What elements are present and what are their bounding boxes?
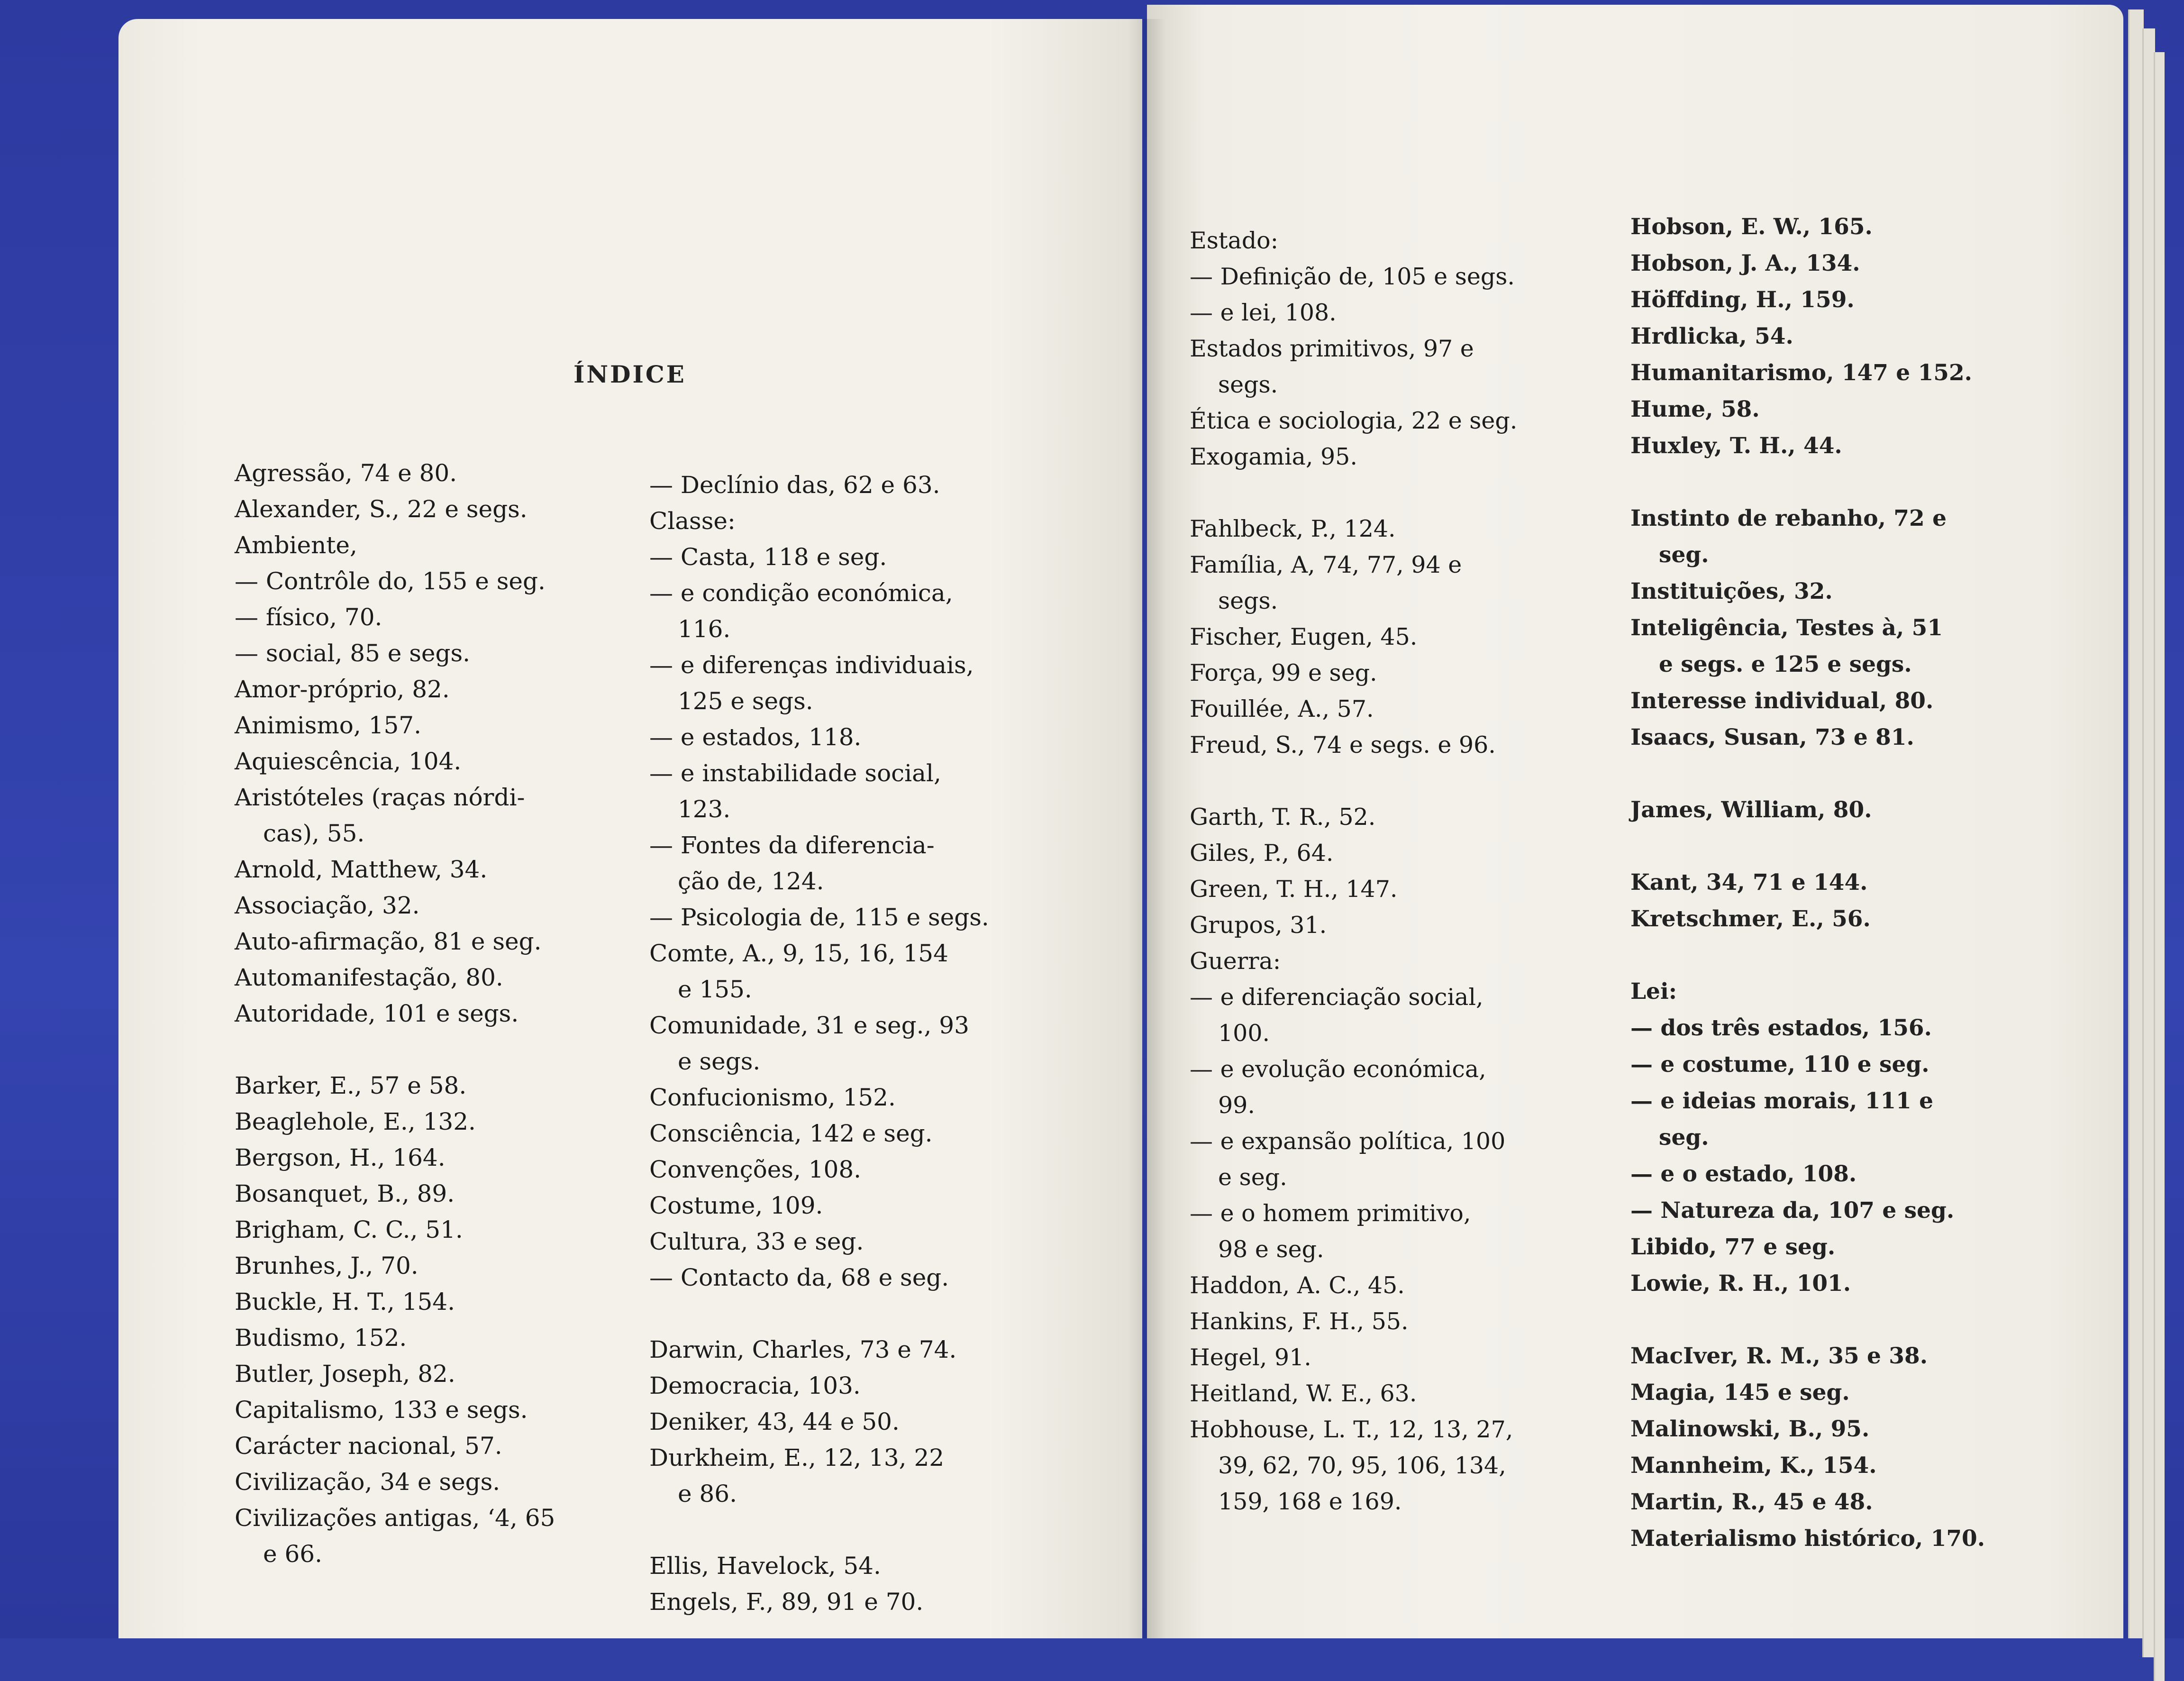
index-entry: Deniker, 43, 44 e 50. <box>649 1408 900 1435</box>
index-spacer <box>1190 763 1517 799</box>
index-spacer <box>1630 937 1985 973</box>
index-entry: Capitalismo, 133 e segs. <box>235 1396 528 1424</box>
index-entry: Alexander, S., 22 e segs. <box>235 495 528 523</box>
index-entry: Engels, F., 89, 91 e 70. <box>649 1588 924 1616</box>
index-entry: Durkheim, E., 12, 13, 22 <box>649 1444 945 1471</box>
index-entry: Inteligência, Testes à, 51 <box>1630 615 1943 641</box>
index-entry: Fahlbeck, P., 124. <box>1190 515 1396 542</box>
index-entry: Estado: <box>1190 227 1279 254</box>
index-spacer <box>1190 475 1517 511</box>
index-entry: Libido, 77 e seg. <box>1630 1234 1836 1260</box>
index-entry: Auto-afirmação, 81 e seg. <box>235 928 542 955</box>
index-entry: Civilizações antigas, ‘4, 65 <box>235 1504 555 1532</box>
index-entry: — Contrôle do, 155 e seg. <box>235 567 546 595</box>
index-spacer <box>649 1296 989 1332</box>
index-entry: Huxley, T. H., 44. <box>1630 433 1842 459</box>
index-entry: Garth, T. R., 52. <box>1190 804 1376 831</box>
index-entry: Hobson, E. W., 165. <box>1630 214 1873 240</box>
index-entry: segs. <box>1218 371 1278 398</box>
index-entry: Aquiescência, 104. <box>235 748 462 775</box>
index-entry: Heitland, W. E., 63. <box>1190 1380 1417 1407</box>
index-entry: Animismo, 157. <box>235 712 421 739</box>
index-entry: Guerra: <box>1190 948 1281 975</box>
index-entry: Höffding, H., 159. <box>1630 287 1855 313</box>
index-entry: 123. <box>678 795 731 823</box>
index-entry: Consciência, 142 e seg. <box>649 1120 933 1147</box>
index-entry: — e costume, 110 e seg. <box>1630 1051 1929 1078</box>
index-entry: Malinowski, B., 95. <box>1630 1416 1870 1442</box>
index-entry: e segs. e 125 e segs. <box>1659 651 1912 677</box>
index-entry: — e ideias morais, 111 e <box>1630 1088 1934 1114</box>
index-entry: Bergson, H., 164. <box>235 1144 446 1171</box>
index-entry: — Natureza da, 107 e seg. <box>1630 1197 1955 1224</box>
index-entry: — e condição económica, <box>649 579 953 607</box>
page-edges-2 <box>2142 28 2155 1657</box>
index-entry: Exogamia, 95. <box>1190 443 1357 470</box>
index-entry: 99. <box>1218 1092 1255 1119</box>
index-heading: ÍNDICE <box>573 360 686 388</box>
index-entry: segs. <box>1218 587 1278 614</box>
index-entry: — e evolução económica, <box>1190 1056 1486 1083</box>
index-entry: Aristóteles (raças nórdi- <box>235 784 525 811</box>
index-entry: Hume, 58. <box>1630 396 1760 422</box>
index-column-2 <box>649 467 989 1620</box>
index-entry: Darwin, Charles, 73 e 74. <box>649 1336 957 1363</box>
index-entry: Green, T. H., 147. <box>1190 876 1398 903</box>
index-entry: Lowie, R. H., 101. <box>1630 1270 1851 1297</box>
index-entry: Haddon, A. C., 45. <box>1190 1272 1405 1299</box>
index-entry: Interesse individual, 80. <box>1630 688 1934 714</box>
index-entry: Confucionismo, 152. <box>649 1084 896 1111</box>
page-edges-3 <box>2154 52 2165 1681</box>
index-entry: 98 e seg. <box>1218 1236 1324 1263</box>
index-entry: Hobhouse, L. T., 12, 13, 27, <box>1190 1416 1513 1443</box>
index-entry: 116. <box>678 615 731 643</box>
index-entry: Instituições, 32. <box>1630 578 1833 604</box>
index-entry: Arnold, Matthew, 34. <box>235 856 488 883</box>
index-entry: ção de, 124. <box>678 868 824 895</box>
index-entry: Associação, 32. <box>235 892 420 919</box>
index-entry: cas), 55. <box>263 820 365 847</box>
index-entry: — e expansão política, 100 <box>1190 1128 1506 1155</box>
index-entry: Kretschmer, E., 56. <box>1630 906 1871 932</box>
index-entry: Comunidade, 31 e seg., 93 <box>649 1012 969 1039</box>
index-entry: Mannheim, K., 154. <box>1630 1453 1877 1479</box>
index-entry: Autoridade, 101 e segs. <box>235 1000 519 1027</box>
index-spacer <box>1630 828 1985 864</box>
index-entry: Amor-próprio, 82. <box>235 676 450 703</box>
index-entry: Democracia, 103. <box>649 1372 861 1399</box>
index-entry: Butler, Joseph, 82. <box>235 1360 455 1388</box>
index-entry: — Declínio das, 62 e 63. <box>649 471 940 499</box>
index-entry: Bosanquet, B., 89. <box>235 1180 455 1207</box>
index-spacer <box>1630 1302 1985 1338</box>
index-entry: Instinto de rebanho, 72 e <box>1630 505 1947 531</box>
index-entry: e 155. <box>678 976 752 1003</box>
index-entry: Ambiente, <box>235 531 357 559</box>
index-entry: Fischer, Eugen, 45. <box>1190 623 1418 650</box>
index-entry: Barker, E., 57 e 58. <box>235 1072 467 1099</box>
index-spacer <box>1630 464 1985 500</box>
index-entry: Grupos, 31. <box>1190 912 1327 939</box>
index-entry: 159, 168 e 169. <box>1218 1488 1402 1515</box>
index-entry: James, William, 80. <box>1630 797 1872 823</box>
index-entry: — e lei, 108. <box>1190 299 1337 326</box>
index-entry: Força, 99 e seg. <box>1190 659 1377 686</box>
index-entry: Freud, S., 74 e segs. e 96. <box>1190 731 1496 758</box>
index-entry: — e diferenças individuais, <box>649 651 974 679</box>
index-entry: Fouillée, A., 57. <box>1190 695 1374 722</box>
index-entry: Materialismo histórico, 170. <box>1630 1526 1985 1552</box>
index-entry: — e o estado, 108. <box>1630 1161 1857 1187</box>
index-spacer <box>1630 756 1985 792</box>
index-column-4 <box>1630 209 1985 1557</box>
index-entry: Estados primitivos, 97 e <box>1190 335 1474 362</box>
index-entry: Hegel, 91. <box>1190 1344 1311 1371</box>
index-entry: — físico, 70. <box>235 603 382 631</box>
index-entry: 100. <box>1218 1020 1270 1047</box>
index-entry: e segs. <box>678 1048 761 1075</box>
index-entry: Brigham, C. C., 51. <box>235 1216 463 1243</box>
index-entry: Comte, A., 9, 15, 16, 154 <box>649 940 948 967</box>
index-entry: Kant, 34, 71 e 144. <box>1630 869 1868 895</box>
index-entry: Isaacs, Susan, 73 e 81. <box>1630 724 1914 750</box>
index-entry: seg. <box>1659 1124 1709 1151</box>
index-entry: Ellis, Havelock, 54. <box>649 1552 881 1580</box>
index-entry: e 86. <box>678 1480 737 1507</box>
index-entry: Civilização, 34 e segs. <box>235 1468 500 1496</box>
index-entry: MacIver, R. M., 35 e 38. <box>1630 1343 1928 1369</box>
index-entry: Carácter nacional, 57. <box>235 1432 502 1460</box>
index-entry: Giles, P., 64. <box>1190 840 1334 867</box>
index-spacer <box>649 1512 989 1548</box>
index-entry: Cultura, 33 e seg. <box>649 1228 864 1255</box>
index-entry: Magia, 145 e seg. <box>1630 1380 1850 1406</box>
index-entry: — e estados, 118. <box>649 723 862 751</box>
index-entry: — Contacto da, 68 e seg. <box>649 1264 949 1291</box>
index-entry: Automanifestação, 80. <box>235 964 503 991</box>
index-entry: Hrdlicka, 54. <box>1630 323 1793 349</box>
index-entry: e seg. <box>1218 1164 1287 1191</box>
index-entry: Ética e sociologia, 22 e seg. <box>1190 407 1518 434</box>
index-entry: Família, A, 74, 77, 94 e <box>1190 551 1462 578</box>
index-entry: — Definição de, 105 e segs. <box>1190 263 1515 290</box>
index-entry: seg. <box>1659 542 1709 568</box>
index-column-1 <box>235 455 555 1572</box>
index-entry: Brunhes, J., 70. <box>235 1252 419 1279</box>
index-entry: 125 e segs. <box>678 687 813 715</box>
index-entry: Classe: <box>649 507 736 535</box>
index-entry: Costume, 109. <box>649 1192 823 1219</box>
index-entry: Agressão, 74 e 80. <box>235 459 457 487</box>
index-entry: — Fontes da diferencia- <box>649 831 935 859</box>
book-gutter <box>1128 19 1166 1638</box>
index-entry: 39, 62, 70, 95, 106, 134, <box>1218 1452 1506 1479</box>
index-entry: Buckle, H. T., 154. <box>235 1288 455 1316</box>
index-entry: Beaglehole, E., 132. <box>235 1108 476 1135</box>
index-entry: Humanitarismo, 147 e 152. <box>1630 360 1973 386</box>
index-entry: Lei: <box>1630 978 1677 1005</box>
index-entry: e 66. <box>263 1540 322 1568</box>
index-entry: Budismo, 152. <box>235 1324 407 1352</box>
index-column-3 <box>1190 223 1517 1520</box>
index-entry: — social, 85 e segs. <box>235 640 471 667</box>
index-entry: — dos três estados, 156. <box>1630 1015 1932 1041</box>
index-spacer <box>235 1032 555 1068</box>
page-edges <box>2128 9 2144 1638</box>
index-entry: — Psicologia de, 115 e segs. <box>649 904 989 931</box>
index-entry: — e o homem primitivo, <box>1190 1200 1471 1227</box>
index-entry: — Casta, 118 e seg. <box>649 543 887 571</box>
index-entry: Hankins, F. H., 55. <box>1190 1308 1409 1335</box>
index-entry: Martin, R., 45 e 48. <box>1630 1489 1873 1515</box>
index-entry: Convenções, 108. <box>649 1156 862 1183</box>
index-entry: — e diferenciação social, <box>1190 984 1483 1011</box>
index-entry: Hobson, J. A., 134. <box>1630 250 1860 276</box>
index-entry: — e instabilidade social, <box>649 759 941 787</box>
